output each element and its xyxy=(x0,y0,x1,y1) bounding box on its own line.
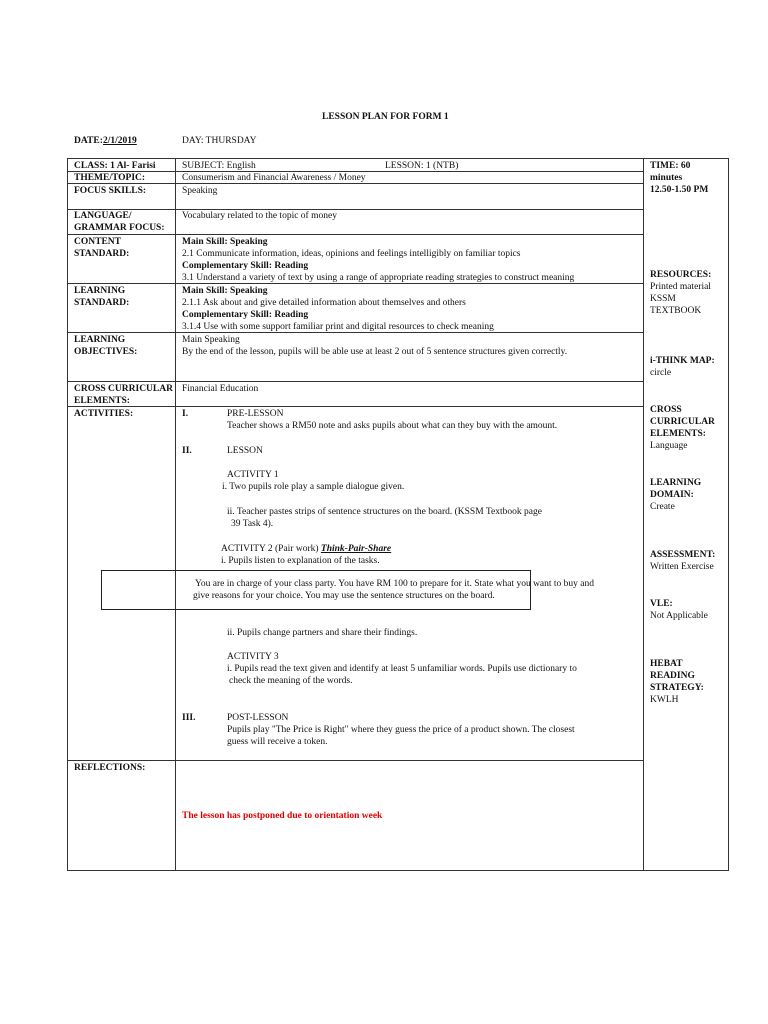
time-range: 12.50-1.50 PM xyxy=(650,185,709,195)
learning-domain-value: Create xyxy=(650,502,675,512)
cross-curricular-label-line2: ELEMENTS: xyxy=(74,396,130,406)
learning-standard-label-line1: LEARNING xyxy=(74,286,126,296)
language-value: Vocabulary related to the topic of money xyxy=(182,211,337,221)
side-cross-label-line1: CROSS xyxy=(650,405,682,415)
vle-label: VLE: xyxy=(650,599,673,609)
activity-3-item-i: i. Pupils read the text given and identify at least 5 unfamiliar words. Pupils use dictionary to xyxy=(227,664,577,674)
content-standard-line: 3.1 Understand a variety of text by using a range of appropriate reading strategies to construct meaning xyxy=(182,273,575,283)
pre-lesson-title: PRE-LESSON xyxy=(227,409,284,419)
assessment-label: ASSESSMENT: xyxy=(650,550,716,560)
think-pair-share-label: Think-Pair-Share xyxy=(320,544,392,554)
objectives-line: By the end of the lesson, pupils will be able use at least 2 out of 5 sentence structures given correctly. xyxy=(182,347,568,357)
content-standard-label-line2: STANDARD: xyxy=(74,249,130,259)
reflection-note: The lesson has postponed due to orientation week xyxy=(182,811,383,821)
language-label-line2: GRAMMAR FOCUS: xyxy=(74,223,165,233)
date-value: 2/1/2019 xyxy=(103,136,137,146)
activity-3-title: ACTIVITY 3 xyxy=(227,652,279,662)
activity-1-item-i: i. Two pupils role play a sample dialogue given. xyxy=(222,482,405,492)
ithink-map-label: i-THINK MAP: xyxy=(650,356,715,366)
activities-label: ACTIVITIES: xyxy=(74,409,134,419)
activity-2-title: ACTIVITY 2 (Pair work) xyxy=(221,544,319,554)
focus-skills-value: Speaking xyxy=(182,186,218,196)
time-unit: minutes xyxy=(650,173,683,183)
hebat-value: KWLH xyxy=(650,695,679,705)
post-lesson-text: Pupils play "The Price is Right" where they guess the price of a product shown. The closest xyxy=(227,725,575,735)
post-lesson-title: POST-LESSON xyxy=(227,713,289,723)
side-cross-label-line3: ELEMENTS: xyxy=(650,429,706,439)
learning-domain-label-line2: DOMAIN: xyxy=(650,490,694,500)
content-standard-line: Main Skill: Speaking xyxy=(182,237,268,247)
side-cross-label-line2: CURRICULAR xyxy=(650,417,715,427)
class-label: CLASS: 1 Al- Farisi xyxy=(74,161,156,171)
resources-label: RESOURCES: xyxy=(650,270,712,280)
resources-item: Printed material xyxy=(650,282,711,292)
pre-lesson-text: Teacher shows a RM50 note and asks pupils about what can they buy with the amount. xyxy=(227,421,558,431)
objectives-label-line2: OBJECTIVES: xyxy=(74,347,138,357)
side-cross-value: Language xyxy=(650,441,688,451)
learning-standard-line: Complementary Skill: Reading xyxy=(182,310,309,320)
activity-2-item-ii: ii. Pupils change partners and share their findings. xyxy=(227,628,418,638)
day-label: DAY: THURSDAY xyxy=(182,136,257,146)
theme-label: THEME/TOPIC: xyxy=(74,173,146,183)
activity-1-title: ACTIVITY 1 xyxy=(227,470,279,480)
reflections-label: REFLECTIONS: xyxy=(74,763,146,773)
cross-curricular-value: Financial Education xyxy=(182,384,259,394)
cross-curricular-label-line1: CROSS CURRICULAR xyxy=(74,384,173,394)
content-standard-label-line1: CONTENT xyxy=(74,237,121,247)
activity-3-item-i-cont: check the meaning of the words. xyxy=(229,676,353,686)
task-box-line: give reasons for your choice. You may use the sentence structures on the board. xyxy=(193,591,495,601)
resources-item: TEXTBOOK xyxy=(650,306,702,316)
assessment-value: Written Exercise xyxy=(650,562,714,572)
hebat-label-line3: STRATEGY: xyxy=(650,683,704,693)
hebat-label-line1: HEBAT xyxy=(650,659,683,669)
vle-value: Not Applicable xyxy=(650,611,708,621)
activity-1-item-ii-cont: 39 Task 4). xyxy=(231,519,274,529)
objectives-line: Main Speaking xyxy=(182,335,240,345)
learning-standard-line: 3.1.4 Use with some support familiar print and digital resources to check meaning xyxy=(182,322,494,332)
learning-standard-label-line2: STANDARD: xyxy=(74,298,130,308)
lesson-number: LESSON: 1 (NTB) xyxy=(385,161,459,171)
focus-skills-label: FOCUS SKILLS: xyxy=(74,186,147,196)
date-label: DATE: xyxy=(74,136,103,146)
activity-2-heading xyxy=(221,543,391,555)
post-lesson-number: III. xyxy=(182,713,196,723)
learning-standard-line: 2.1.1 Ask about and give detailed information about themselves and others xyxy=(182,298,466,308)
task-box-line: You are in charge of your class party. You have RM 100 to prepare for it. State what you want to buy and xyxy=(195,579,595,589)
objectives-label-line1: LEARNING xyxy=(74,335,126,345)
resources-item: KSSM xyxy=(650,294,676,304)
page-title: LESSON PLAN FOR FORM 1 xyxy=(322,112,449,122)
content-standard-line: Complementary Skill: Reading xyxy=(182,261,309,271)
activity-1-item-ii: ii. Teacher pastes strips of sentence structures on the board. (KSSM Textbook page xyxy=(227,507,542,517)
pre-lesson-number: I. xyxy=(182,409,189,419)
ithink-map-value: circle xyxy=(650,368,672,378)
activity-2-item-i: i. Pupils listen to explanation of the tasks. xyxy=(221,556,380,566)
content-standard-line: 2.1 Communicate information, ideas, opinions and feelings intelligibly on familiar topics xyxy=(182,249,521,259)
language-label-line1: LANGUAGE/ xyxy=(74,211,132,221)
theme-value: Consumerism and Financial Awareness / Money xyxy=(182,173,366,183)
lesson-section-title: LESSON xyxy=(227,446,263,456)
learning-standard-line: Main Skill: Speaking xyxy=(182,286,268,296)
subject-label: SUBJECT: English xyxy=(182,161,256,171)
lesson-section-number: II. xyxy=(182,446,192,456)
hebat-label-line2: READING xyxy=(650,671,695,681)
time-label: TIME: 60 xyxy=(650,161,691,171)
learning-domain-label-line1: LEARNING xyxy=(650,478,702,488)
post-lesson-text-cont: guess will receive a token. xyxy=(227,737,328,747)
